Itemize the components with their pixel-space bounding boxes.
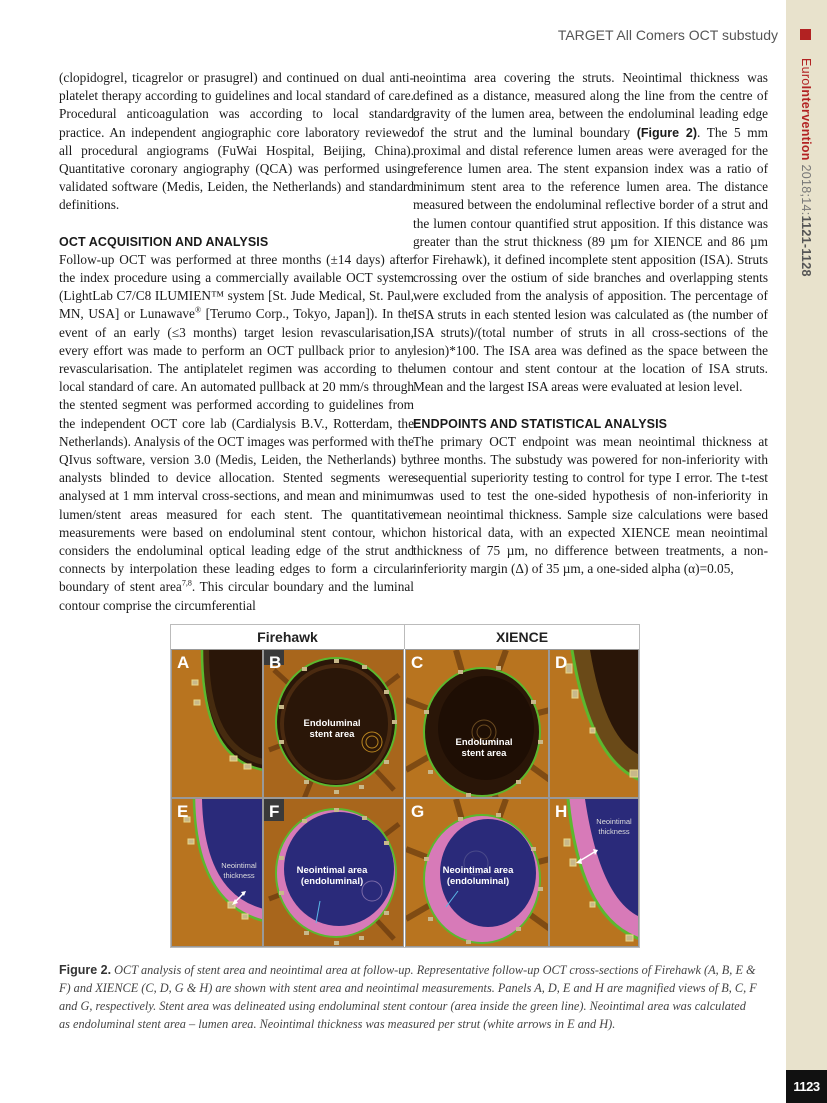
panel-label: A <box>177 653 190 672</box>
journal-name-part2: Intervention <box>799 85 813 161</box>
citation-pages: 1121-1128 <box>799 215 813 277</box>
panel-label: B <box>269 653 282 672</box>
annotation-neointimal-thickness: Neointimal thickness <box>596 817 632 836</box>
panel-label: E <box>177 802 189 821</box>
page-number: 1123 <box>786 1070 827 1103</box>
oct-panel-h <box>549 798 639 947</box>
annotation-neointimal-area: Neointimal area (endoluminal) <box>442 865 514 887</box>
right-column <box>413 69 768 578</box>
oct-panel-f <box>263 798 404 947</box>
paragraph: (clopidogrel, ticagrelor or prasugrel) and continued on dual anti-platelet therapy according to guidelines and local standard of care. Procedural anticoagulation was according to local standard practice. An independent angiographic core laboratory reviewed all procedural angiograms (FuWai Hospital, Beijing, China). Quantitative coronary angiography (QCA) was performed using validated software (Medis, Leiden, the Netherlands) and standard definitions. <box>59 70 414 213</box>
oct-panel-g <box>405 798 549 947</box>
panel-label: G <box>411 802 425 821</box>
paragraph: Follow-up OCT was performed at three months (±14 days) after the index procedure using a commercially available OCT system (LightLab C7/C8 ILUMIEN™ system [St. Jude Medical, St. Paul, MN, USA] or Lunawave® [Terumo Corp., Tokyo, Japan]). In the event of an early (≤3 months) target lesion revascularisation, every effort was made to perform an OCT pullback prior to any revascularisation. The antiplatelet regimen was according to the local standard of care. An automated pullback at 20 mm/s through the stented segment was performed according to guidelines from the independent OCT core lab (Cardialysis B.V., Rotterdam, the Netherlands). Analysis of the OCT images was performed with the QIvus software, version 3.0 (Medis, Leiden, the Netherlands) by analysts blinded to device allocation. Stented segments were analysed at 1 mm interval cross-sections, and mean and minimum lumen/stent areas measured for each stent. The quantitative measurements were based on endoluminal stent contour, which considers the endoluminal optical leading edge of the strut and connects by interpolation these leading edges to form a circular boundary of stent area$^{7,8}$. This circular boundary and the luminal contour comprise the circumferential <box>59 251 414 613</box>
oct-panel-a <box>171 649 263 798</box>
figure-2 <box>170 624 640 948</box>
citation-superscript[interactable]: 7,8 <box>181 579 192 589</box>
paragraph: neointima area covering the struts. Neointimal thickness was defined as a distance, measured along the line from the centre of gravity of the lumen area, between the endoluminal leading edge of the strut and the luminal boundary (Figure 2). The 5 mm proximal and distal reference lumen areas were averaged for the reference lumen area. The stent expansion index was a ratio of minimum stent area to the reference lumen area. The distance measured between the endoluminal reflective border of a strut and the lumen contour quantified strut apposition. If this distance was greater than the strut thickness (89 µm for XIENCE and 86 µm for Firehawk), it defined incomplete stent apposition (ISA). Struts crossing over the ostium of side branches and overlapping stents were excluded from the analysis of apposition. The percentage of ISA struts in each stented lesion was calculated as (the number of ISA struts)/(total number of struts in all cross-sections of the lesion)*100. The ISA area was defined as the space between the lumen contour and stent contour at the location of ISA struts. Mean and the largest ISA areas were evaluated at lesion level. <box>413 70 768 395</box>
panel-label: D <box>555 653 568 672</box>
figure-caption-text: OCT analysis of stent area and neointimal area at follow-up. Representative follow-up OCT cross-sections of Firehawk (A, B, E & F) and XIENCE (C, D, G & H) are shown with stent area and neointimal measurements. Panels A, D, E and H are magnified views of B, C, F and G, respectively. Stent area was delineated using endoluminal stent contour (area inside the green line). Neointimal area was calculated as endoluminal stent area – lumen area. Neointimal thickness was measured per strut (white arrows in E and H). <box>59 963 757 1031</box>
annotation-endoluminal-stent-area: Endoluminal stent area <box>303 718 361 740</box>
section-heading: OCT ACQUISITION AND ANALYSIS <box>59 234 269 249</box>
annotation-neointimal-area: Neointimal area (endoluminal) <box>296 865 368 887</box>
figure-caption <box>59 961 759 1033</box>
panel-label: H <box>555 802 568 821</box>
oct-panel-d <box>549 649 639 798</box>
oct-panel-b <box>263 649 404 798</box>
citation-volume: 2018;14: <box>799 160 813 216</box>
oct-image-c <box>406 650 549 798</box>
section-heading: ENDPOINTS AND STATISTICAL ANALYSIS <box>413 416 668 431</box>
panel-label: C <box>411 653 424 672</box>
figure-reference-link[interactable]: (Figure 2) <box>636 125 697 140</box>
running-title: TARGET All Comers OCT substudy <box>557 27 778 43</box>
figure-header-firehawk: Firehawk <box>171 625 405 649</box>
annotation-neointimal-thickness: Neointimal thickness <box>221 861 257 880</box>
journal-name-part1: Euro <box>799 58 813 86</box>
figure-header-xience: XIENCE <box>495 629 549 645</box>
paragraph: The primary OCT endpoint was mean neointimal thickness at three months. The substudy was powered for non-inferiority with sequential superiority testing to control for type I error. The t-test was used to test the one-sided hypothesis of non-inferiority in mean neointimal thickness. Sample size calculations were based on historical data, with an expected XIENCE mean neointimal thickness of 75 µm, no difference between treatments, a non-inferiority margin (Δ) of 35 µm, a one-sided alpha (α)=0.05, <box>413 433 768 577</box>
annotation-endoluminal-stent-area: Endoluminal stent area <box>455 737 513 759</box>
panel-label: F <box>269 802 280 821</box>
oct-panel-c <box>405 649 549 798</box>
figure-caption-label: Figure 2. <box>59 963 112 977</box>
journal-citation <box>799 58 813 277</box>
left-column <box>59 69 414 615</box>
oct-panel-e <box>171 798 263 947</box>
journal-marker-square <box>800 29 811 40</box>
